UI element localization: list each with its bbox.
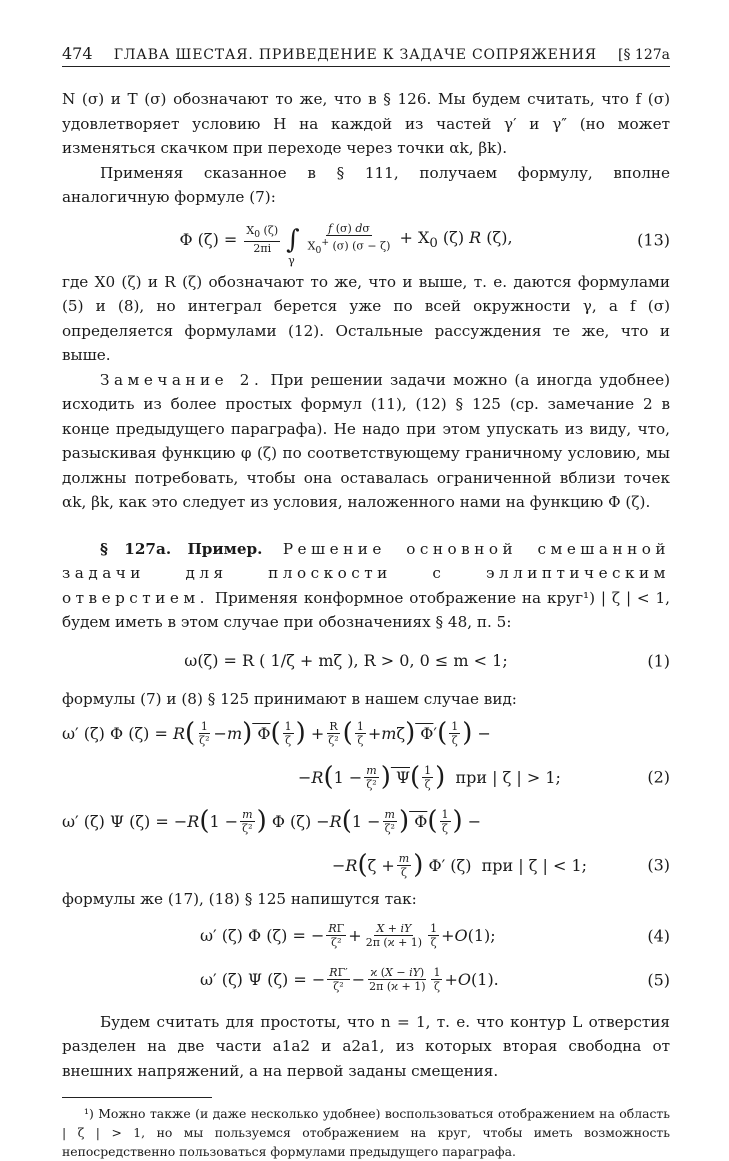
equation-2-number: (2) bbox=[647, 767, 670, 787]
equation-3-line-2: − R ( ζ + $\frac{m}{\zeta}$ ) Φ′ (ζ) при | ζ | < 1; (3) bbox=[332, 850, 670, 880]
remark-heading: Замечание 2. bbox=[100, 370, 264, 389]
equation-2-line-2: − R ( 1 − $\frac{m}{\text{ζ²}}$ ) Ψ ( $\frac{1}{\zeta}$ ) при | ζ | > 1; (2) bbox=[298, 762, 670, 792]
section-text: Применяя конформное отображение на круг¹) | ζ | < 1, будем иметь в этом случае при обозначениях § 48, п. 5: bbox=[62, 588, 670, 631]
paragraph-6: формулы (7) и (8) § 125 принимают в нашем случае вид: bbox=[62, 689, 517, 708]
page-number: 474 bbox=[62, 44, 93, 63]
section-subtitle: Решение основной смешанной задачи для плоскости с эллиптическим отверстием. bbox=[62, 539, 670, 607]
paragraph-1: N (σ) и T (σ) обозначают то же, что в § 126. Мы будем считать, что f (σ) удовлетворяет условию H на каждой из частей γ′ и γ″ (но может изменяться скачком при переходе через точки αk, βk). bbox=[62, 90, 670, 157]
paragraph-3: где X0 (ζ) и R (ζ) обозначают то же, что и выше, т. е. даются формулами (5) и (8), но интеграл берется уже по всей окружности γ, а f (σ) определяется формулами (12). Остальные рассуждения те же, что и выше. bbox=[62, 272, 670, 364]
equation-2-line-1: ω′ (ζ) Φ (ζ) = R ( $\frac{1}{\text{ζ²}}$ − m ) Φ ( $\frac{1}{\zeta}$ ) + $\frac{R}{\text{ζ²}}$ ( $\frac{1}{\zeta}$ + m ζ ) Φ ′ ( $\frac{1}{\zeta}$ ) − bbox=[62, 718, 491, 748]
equation-4-number: (4) bbox=[647, 926, 670, 945]
paragraph-4 bbox=[62, 368, 670, 515]
paragraph-8: Будем считать для простоты, что n = 1, т. е. что контур L отверстия разделен на две части a1a2 и a2a1, из которых вторая свободна от внешних напряжений, а на первой заданы смещения. bbox=[62, 1012, 670, 1080]
equation-1-body: ω(ζ) = R ( 1/ζ + mζ ), R > 0, 0 ≤ m < 1; bbox=[184, 651, 508, 670]
footnote: ¹) Можно также (и даже несколько удобнее) воспользоваться отображением на область | ζ | > 1, но мы пользуемся отображением на круг, чтобы иметь возможность непосредственно пользоваться формулами предыдущего параграфа. bbox=[62, 1106, 670, 1159]
paragraph-5 bbox=[62, 537, 670, 635]
book-page bbox=[62, 44, 670, 1161]
footnote-rule bbox=[62, 1097, 212, 1098]
equation-1-number: (1) bbox=[647, 651, 670, 670]
equation-1 bbox=[62, 635, 670, 687]
equation-4 bbox=[62, 914, 670, 958]
equation-4-line: ω′ (ζ) Φ (ζ) = − $\frac{R\Gamma}{\text{ζ²}}$ + $\frac{X + iY}{2\pi (ϰ + 1)}$ $\frac{1}{\zeta}$ + O (1); (4) bbox=[200, 922, 670, 949]
equation-13-number: (13) bbox=[637, 230, 670, 249]
equation-3-line-1: ω′ (ζ) Ψ (ζ) = − R ( 1 − $\frac{m}{\text{ζ²}}$ ) Φ (ζ) − R ( 1 − $\frac{m}{\text{ζ²}}$ ) Φ ( $\frac{1}{\zeta}$ ) − bbox=[62, 806, 482, 836]
paragraph-2: Применяя сказанное в § 111, получаем формулу, вполне аналогичную формуле (7): bbox=[62, 163, 670, 206]
equation-13-body: Φ (ζ) = $\frac{X_0 (\zeta)}{2\pi i}$ ∫ γ $\frac{f (\sigma) d\sigma}{X_0^+ (\sigma) (\sigma - \zeta)}$ + $X_0$ (ζ) R (ζ), bbox=[179, 222, 513, 267]
section-title: § 127а. Пример. bbox=[100, 539, 263, 558]
section-ref: [§ 127а bbox=[618, 47, 670, 63]
equation-5-number: (5) bbox=[647, 970, 670, 989]
running-header bbox=[62, 44, 670, 67]
equation-13 bbox=[62, 210, 670, 270]
paragraph-7: формулы же (17), (18) § 125 напишутся так: bbox=[62, 890, 417, 908]
running-title: ГЛАВА ШЕСТАЯ. ПРИВЕДЕНИЕ К ЗАДАЧЕ СОПРЯЖЕНИЯ bbox=[113, 47, 597, 63]
equation-3 bbox=[62, 799, 670, 887]
equation-3-number: (3) bbox=[647, 855, 670, 875]
remark-text: При решении задачи можно (а иногда удобнее) исходить из более простых формул (11), (12) § 125 (ср. замечание 2 в конце предыдущего параграфа). Не надо при этом упускать из виду, что, разыскивая функцию φ (ζ) по соответствующему граничному условию, мы должны потребовать, чтобы она оставалась ограниченной вблизи точек αk, βk, как это следует из условия, наложенного нами на функцию Φ (ζ). bbox=[62, 370, 671, 511]
equation-5-line: ω′ (ζ) Ψ (ζ) = − $\frac{R\Gamma'}{\text{ζ²}}$ − $\frac{ϰ (X - iY)}{2\pi (ϰ + 1)}$ $\frac{1}{\zeta}$ + O (1). (5) bbox=[200, 966, 670, 993]
equation-5 bbox=[62, 958, 670, 1002]
equation-2 bbox=[62, 711, 670, 799]
